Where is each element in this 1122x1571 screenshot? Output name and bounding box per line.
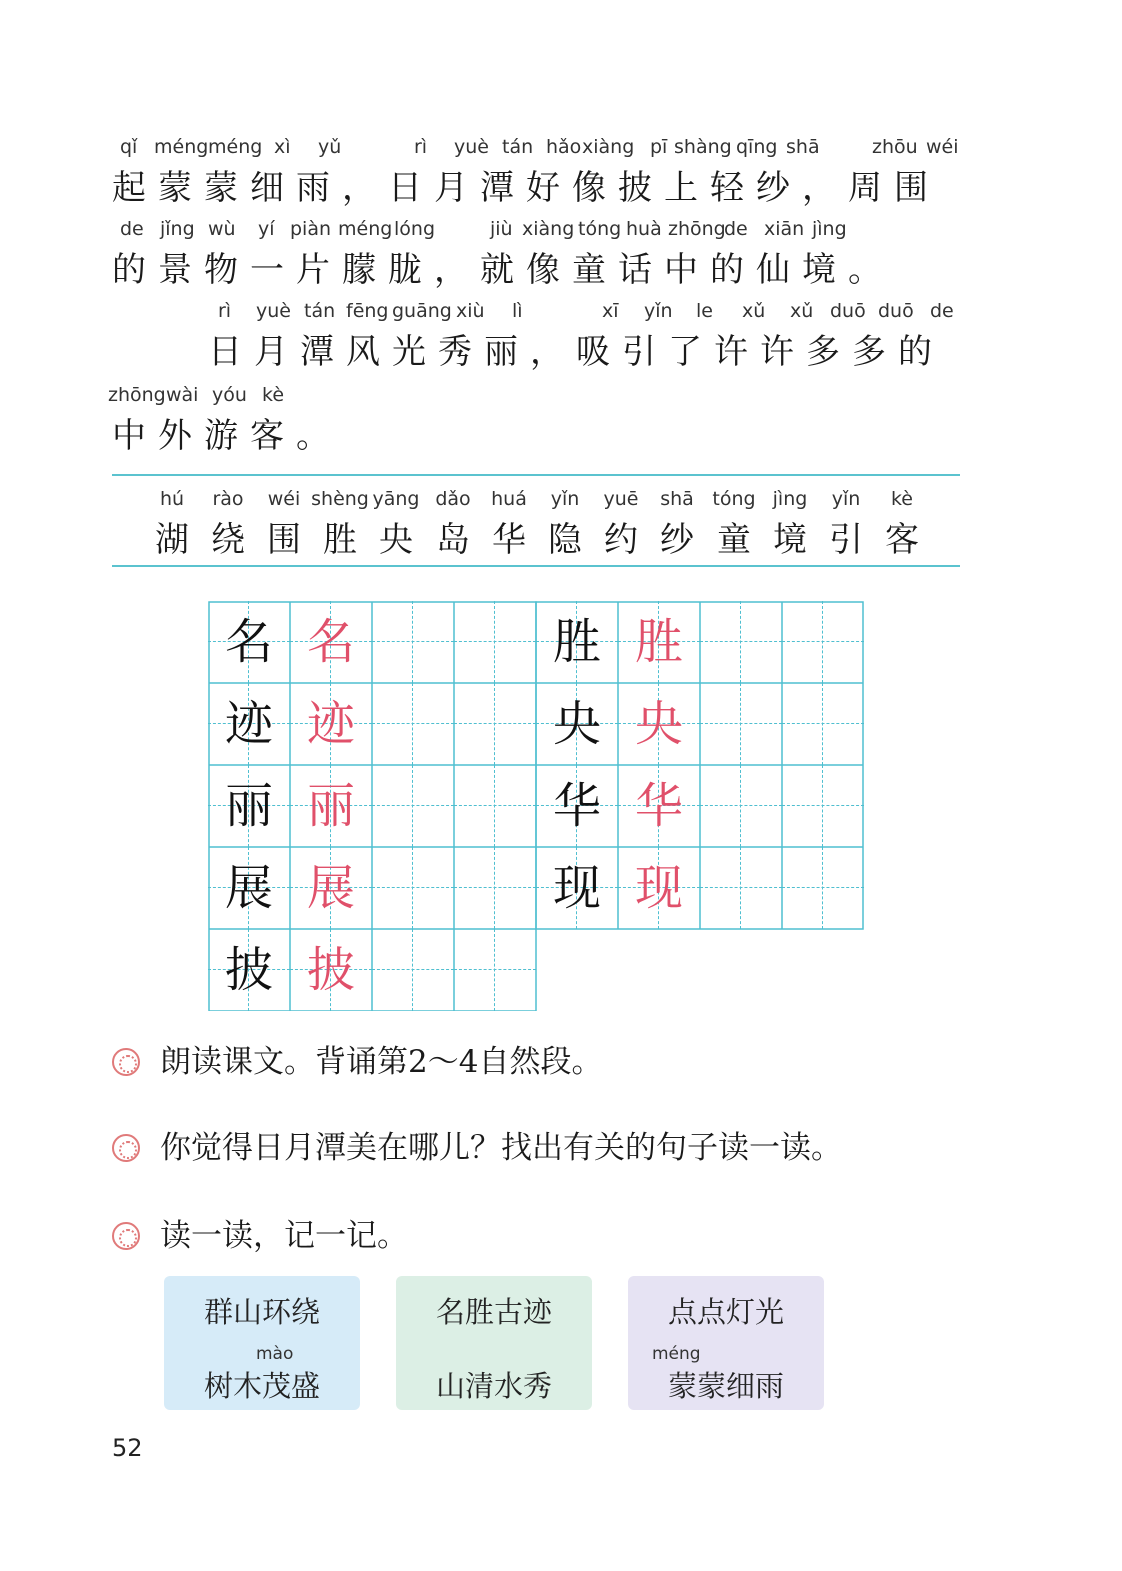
- seal-icon: [112, 1048, 140, 1076]
- question-text: 朗读课文。背诵第2～4自然段。: [160, 1044, 603, 1080]
- seal-icon: [112, 1222, 140, 1250]
- write-char: 现: [552, 860, 601, 916]
- word-card-1: [164, 1276, 360, 1410]
- model-char: 央: [634, 696, 683, 752]
- text-line-4: 中外游客。: [112, 416, 342, 456]
- page-number: 52: [112, 1434, 143, 1462]
- text-line-2: 的景物一片朦胧，就像童话中的仙境。: [112, 250, 894, 290]
- grid-cell: [290, 601, 372, 683]
- grid-cell: [618, 765, 700, 847]
- word-pinyin: mào: [256, 1344, 294, 1364]
- grid-cell: [208, 765, 290, 847]
- passage-line-3: rì yuè tán fēng guāng xiù lì xī yǐn le xǔ xǔ duō duō de 日月潭风光秀丽，吸引了许许多多的: [208, 300, 954, 372]
- question-text: 你觉得日月潭美在哪儿？找出有关的句子读一读。: [160, 1130, 842, 1166]
- grid-cell: [536, 765, 618, 847]
- write-char: 名: [224, 614, 273, 670]
- grid-cell: [536, 601, 618, 683]
- recognize-char: shā 纱: [660, 488, 694, 560]
- write-char: 华: [552, 778, 601, 834]
- grid-cell: [536, 683, 618, 765]
- grid-cell: [618, 847, 700, 929]
- word-card-2: [396, 1276, 592, 1410]
- recognize-char: huá 华: [491, 488, 527, 560]
- model-char: 名: [306, 614, 355, 670]
- grid-cell: [290, 683, 372, 765]
- model-char: 披: [306, 942, 355, 998]
- text-line-3: 日月潭风光秀丽，吸引了许许多多的: [208, 332, 944, 372]
- question-text: 读一读，记一记。: [160, 1218, 408, 1254]
- write-char: 丽: [224, 778, 273, 834]
- passage-line-4: zhōng wài yóu kè 中外游客。: [108, 384, 342, 456]
- seal-icon: [112, 1134, 140, 1162]
- model-char: 胜: [634, 614, 683, 670]
- grid-cell: [208, 601, 290, 683]
- grid-cell: [290, 765, 372, 847]
- model-char: 迹: [306, 696, 355, 752]
- recognize-char: shèng 胜: [311, 488, 369, 560]
- write-char: 胜: [552, 614, 601, 670]
- word: 树木茂盛: [203, 1369, 320, 1403]
- passage-line-2: de jǐng wù yí piàn méng lóng jiù xiàng tóng huà zhōng de xiān jìng 的景物一片朦胧，就像童话中的仙境。: [112, 218, 894, 290]
- recognize-char: yāng 央: [372, 488, 420, 560]
- write-char: 展: [224, 860, 273, 916]
- write-char: 迹: [224, 696, 273, 752]
- bar-bottom-line: [112, 565, 960, 567]
- recognize-char: yǐn 隐: [548, 488, 582, 560]
- model-char: 丽: [306, 778, 355, 834]
- recognize-char: hú 湖: [155, 488, 189, 560]
- word: 蒙蒙细雨: [667, 1369, 784, 1403]
- grid-cell: [208, 929, 290, 1011]
- grid-cell: [618, 601, 700, 683]
- word-card-3: [628, 1276, 824, 1410]
- bar-top-line: [112, 474, 960, 476]
- model-char: 华: [634, 778, 683, 834]
- passage-line-1: qǐ méng méng xì yǔ rì yuè tán hǎo xiàng pī shàng qīng shā zhōu wéi 起蒙蒙细雨，日月潭好像披上轻纱，周围: [112, 136, 959, 208]
- recognize-char: yǐn 引: [829, 488, 863, 560]
- grid-cell: [290, 847, 372, 929]
- recognize-char: wéi 围: [267, 488, 301, 560]
- grid-cell: [290, 929, 372, 1011]
- recognize-char: kè 客: [885, 488, 919, 560]
- grid-cell: [208, 847, 290, 929]
- writing-grid: [208, 601, 864, 1011]
- grid-cell: [618, 683, 700, 765]
- recognize-chars-row: [142, 488, 942, 568]
- write-char: 披: [224, 942, 273, 998]
- recognize-char: yuē 约: [603, 488, 639, 560]
- word: 山清水秀: [435, 1369, 552, 1403]
- recognize-char: jìng 境: [772, 488, 808, 560]
- model-char: 展: [306, 860, 355, 916]
- text-line-1: 起蒙蒙细雨，日月潭好像披上轻纱，周围: [112, 168, 940, 208]
- word: 群山环绕: [203, 1295, 320, 1329]
- word-pinyin: méng: [652, 1344, 701, 1364]
- write-char: 央: [552, 696, 601, 752]
- recognize-char: tóng 童: [712, 488, 756, 560]
- model-char: 现: [634, 860, 683, 916]
- recognize-char: dǎo 岛: [435, 488, 471, 560]
- grid-cell: [536, 847, 618, 929]
- word: 点点灯光: [667, 1295, 784, 1329]
- grid-cell: [208, 683, 290, 765]
- recognize-char: rào 绕: [211, 488, 245, 560]
- word: 名胜古迹: [435, 1295, 552, 1329]
